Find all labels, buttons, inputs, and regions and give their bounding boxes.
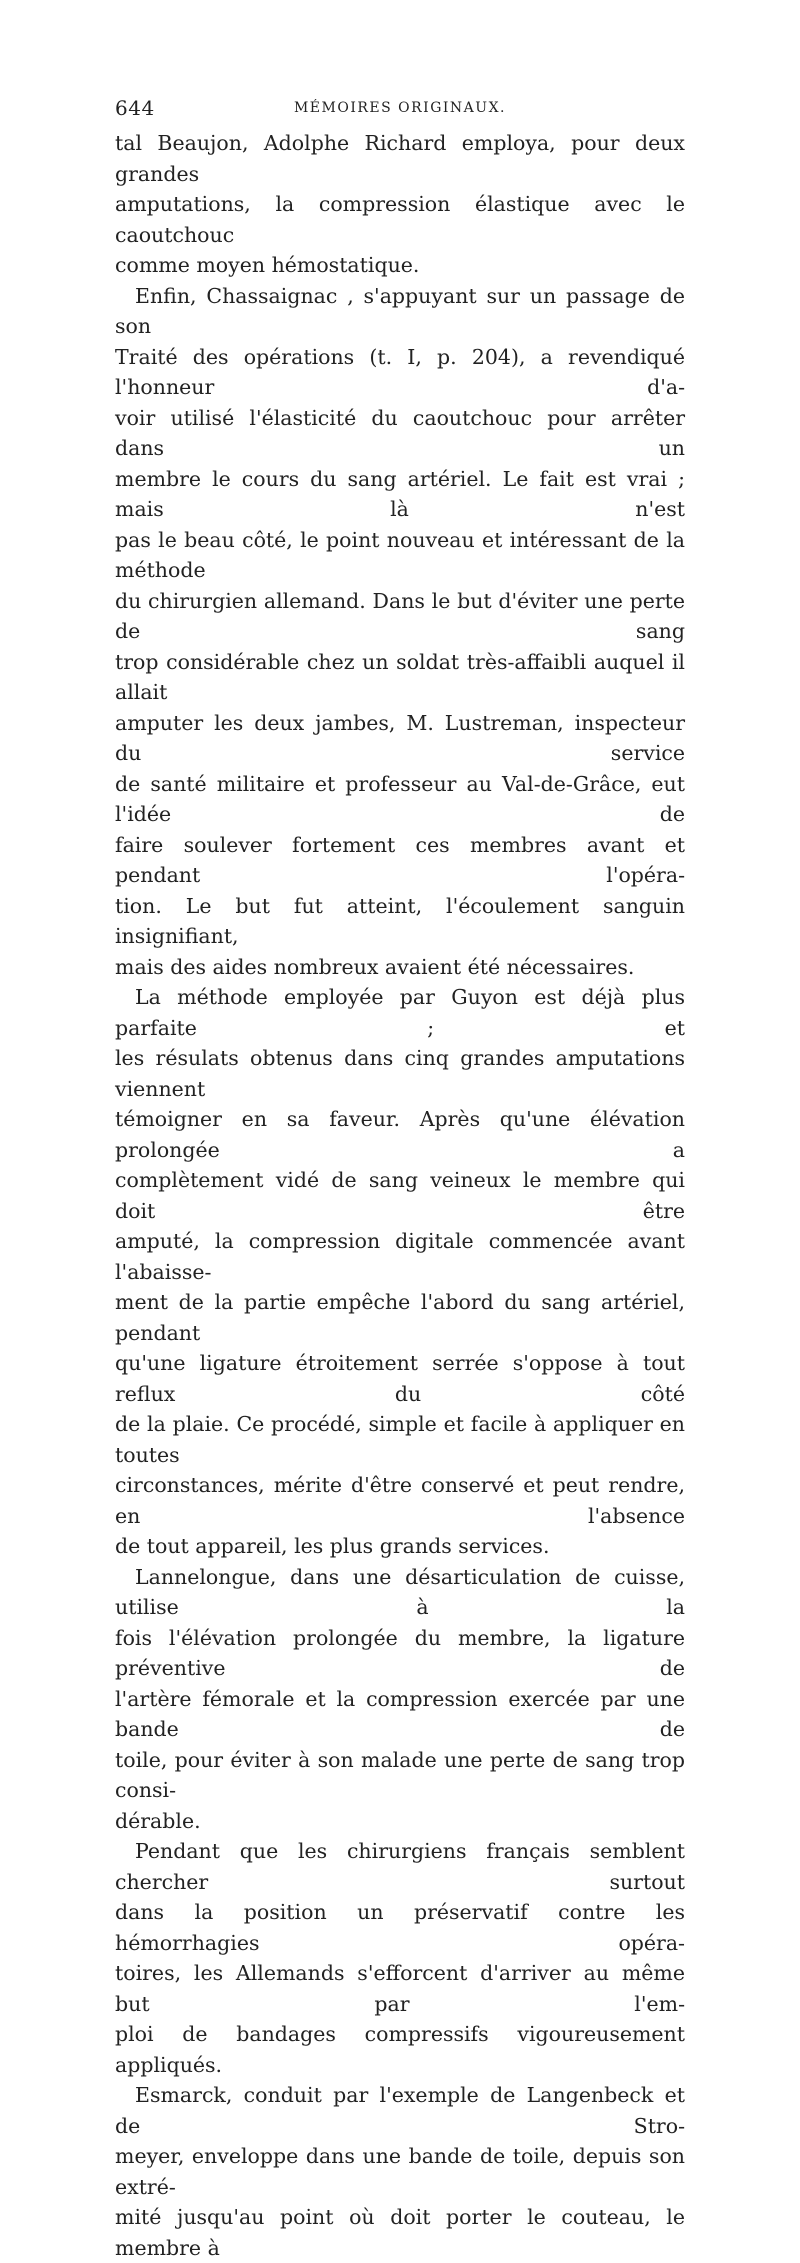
text-line: comme moyen hémostatique. (115, 253, 420, 277)
text-line: Lannelongue, dans une désarticulation de cuisse, utilise à la (115, 1564, 685, 1619)
text-line: dans la position un préservatif contre les hémorrhagies opéra- (115, 1900, 685, 1955)
text-line: de santé militaire et professeur au Val-de-Grâce, eut l'idée de (115, 771, 685, 826)
text-line: les résulats obtenus dans cinq grandes amputations viennent (115, 1046, 685, 1101)
text-line: dérable. (115, 1808, 201, 1833)
text-line: circonstances, mérite d'être conservé et peut rendre, en l'absence (115, 1473, 685, 1528)
text-line: Esmarck, conduit par l'exemple de Langenbeck et de Stro- (115, 2083, 685, 2138)
text-line: complètement vidé de sang veineux le membre qui doit être (115, 1168, 685, 1223)
text-line: de tout appareil, les plus grands services. (115, 1534, 550, 1558)
paragraph (115, 128, 685, 281)
text-line: Traité des opérations (t. I, p. 204), a revendiqué l'honneur d'a- (115, 344, 685, 399)
text-line: pas le beau côté, le point nouveau et intéressant de la méthode (115, 527, 685, 582)
text-line: Pendant que les chirurgiens français semblent chercher surtout (115, 1839, 685, 1894)
text-line: amputer les deux jambes, M. Lustreman, inspecteur du service (115, 710, 685, 765)
text-line: trop considérable chez un soldat très-affaibli auquel il allait (115, 649, 685, 704)
text-line: ment de la partie empêche l'abord du sang artériel, pendant (115, 1290, 685, 1345)
text-line: du chirurgien allemand. Dans le but d'éviter une perte de sang (115, 588, 685, 643)
text-line: mité jusqu'au point où doit porter le couteau, le membre à (115, 2205, 685, 2260)
text-line: témoigner en sa faveur. Après qu'une élévation prolongée a (115, 1107, 685, 1162)
text-line: tion. Le but fut atteint, l'écoulement sanguin insignifiant, (115, 893, 685, 948)
text-line: amputé, la compression digitale commencée avant l'abaisse- (115, 1229, 685, 1284)
text-line: La méthode employée par Guyon est déjà plus parfaite ; et (115, 985, 685, 1040)
paragraph (115, 1562, 685, 1837)
text-line: membre le cours du sang artériel. Le fait est vrai ; mais là n'est (115, 466, 685, 521)
text-line: l'artère fémorale et la compression exercée par une bande de (115, 1686, 685, 1741)
text-line: mais des aides nombreux avaient été nécessaires. (115, 954, 635, 979)
running-title: MÉMOIRES ORIGINAUX. (293, 100, 507, 116)
text-line: toires, les Allemands s'efforcent d'arriver au même but par l'em- (115, 1961, 685, 2016)
text-line: meyer, enveloppe dans une bande de toile, depuis son extré- (115, 2144, 685, 2199)
text-line: amputations, la compression élastique avec le caoutchouc (115, 192, 685, 247)
paragraph (115, 982, 685, 1562)
text-line: de la plaie. Ce procédé, simple et facile à appliquer en toutes (115, 1412, 685, 1467)
paragraph (115, 281, 685, 983)
body-text (115, 128, 685, 2263)
page-number: 644 (115, 96, 155, 120)
text-line: voir utilisé l'élasticité du caoutchouc pour arrêter dans un (115, 405, 685, 460)
text-line: faire soulever fortement ces membres avant et pendant l'opéra- (115, 832, 685, 887)
text-line: tal Beaujon, Adolphe Richard employa, pour deux grandes (115, 131, 685, 186)
paragraph (115, 1836, 685, 2080)
paragraph (115, 2080, 685, 2263)
text-line: Enfin, Chassaignac , s'appuyant sur un passage de son (115, 283, 685, 338)
text-line: fois l'élévation prolongée du membre, la ligature préventive de (115, 1625, 685, 1680)
text-line: toile, pour éviter à son malade une perte de sang trop consi- (115, 1747, 685, 1802)
text-line: qu'une ligature étroitement serrée s'oppose à tout reflux du côté (115, 1351, 685, 1406)
page-header (115, 96, 685, 128)
text-line: ploi de bandages compressifs vigoureusement appliqués. (115, 2022, 685, 2077)
